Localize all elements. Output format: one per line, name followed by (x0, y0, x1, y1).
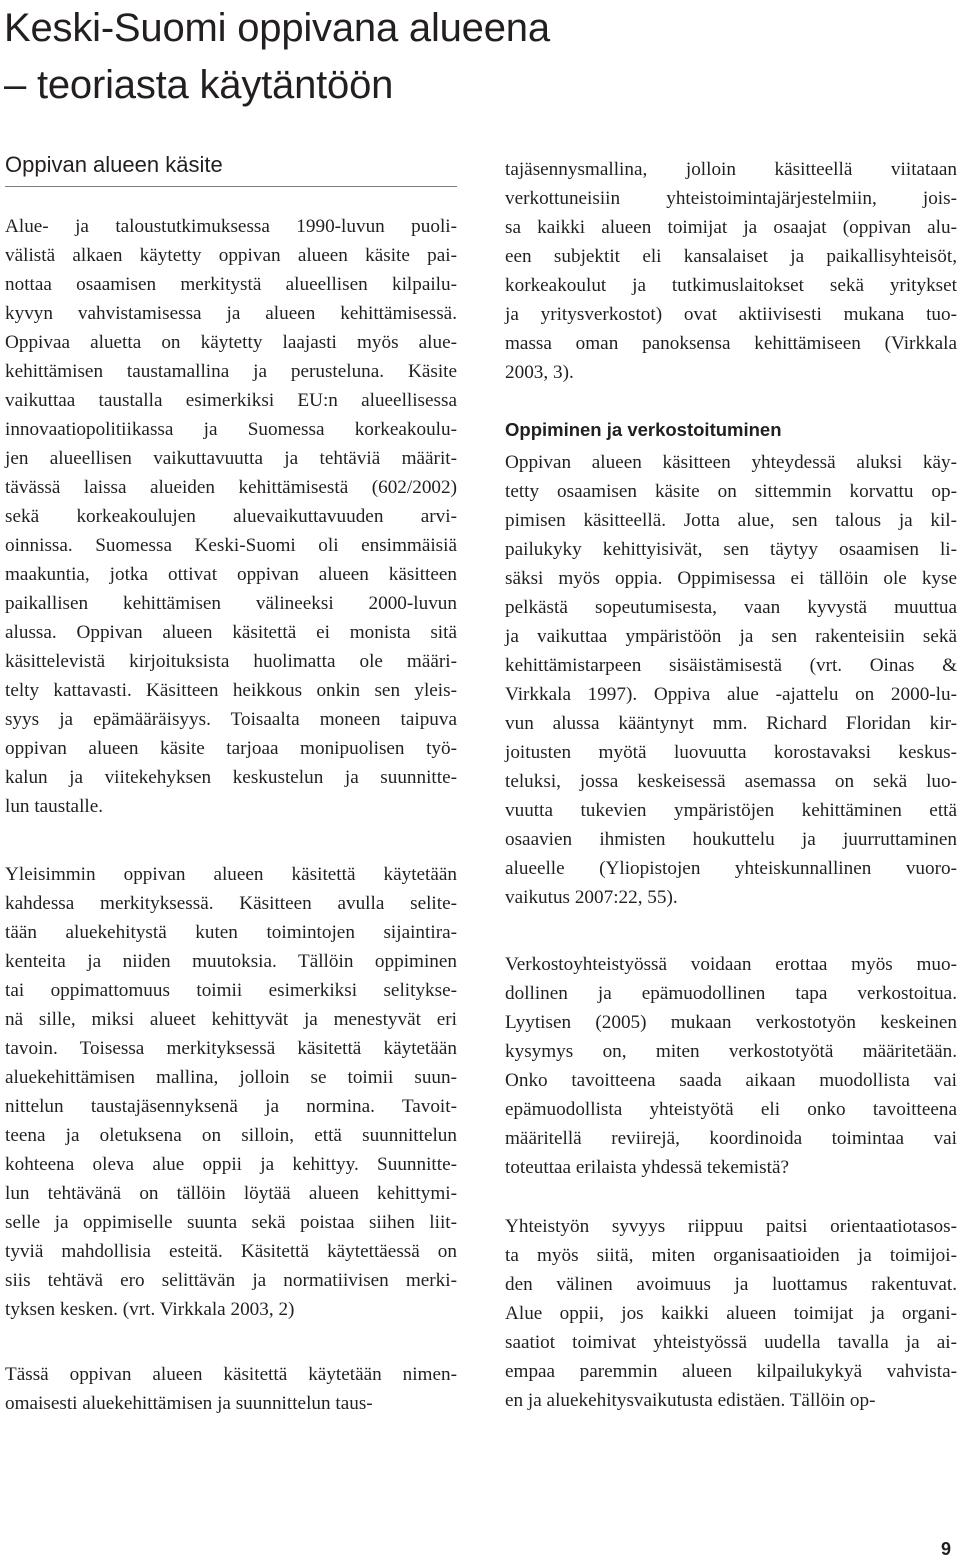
text-line: den välinen avoimuus ja luottamus rakentuvat. (505, 1274, 957, 1295)
text-line: alussa. Oppivan alueen käsitettä ei monista sitä (5, 622, 457, 643)
text-line: välistä alkaen käytetty oppivan alueen käsite pai- (5, 245, 457, 266)
body-paragraph (505, 1212, 957, 1415)
text-line: Onko tavoitteena saada aikaan muodollista vai (505, 1070, 957, 1091)
text-line: sa kaikki alueen toimijat ja osaajat (oppivan alu- (505, 217, 957, 238)
text-line: kehittämisen taustamallina ja perusteluna. Käsite (5, 361, 457, 382)
text-line: vun alussa kääntynyt mm. Richard Floridan kir- (505, 713, 957, 734)
heading-divider (5, 186, 457, 187)
text-line: kysymys on, miten verkostotyötä määritetään. (505, 1041, 957, 1062)
text-line: pelkästä sopeutumisesta, vaan kyvystä muuttua (505, 597, 957, 618)
text-line: innovaatiopolitiikassa ja Suomessa korkeakoulu- (5, 419, 457, 440)
text-line: teluksi, jossa keskeisessä asemassa on sekä luo- (505, 771, 957, 792)
text-line: säksi myös oppia. Oppimisessa ei tällöin ole kyse (505, 568, 957, 589)
text-line: dollinen ja epämuodollinen tapa verkostoitua. (505, 983, 957, 1004)
text-line: paikallisen kehittämisen välineeksi 2000-luvun (5, 593, 457, 614)
text-line: verkottuneisiin yhteistoimintajärjestelmiin, jois- (505, 188, 957, 209)
text-line: aluekehittämisen mallina, jolloin se toimii suun- (5, 1067, 457, 1088)
text-line: siis tehtävä ero selittävän ja normatiivisen merki- (5, 1270, 457, 1291)
text-line: käsittelevistä kirjoituksista huolimatta ole määri- (5, 651, 457, 672)
text-line: Virkkala 1997). Oppiva alue -ajattelu on 2000-lu- (505, 684, 957, 705)
text-line: vaikutus 2007:22, 55). (505, 887, 678, 908)
title-line-1: Keski-Suomi oppivana alueena (4, 6, 550, 50)
page-title (4, 0, 550, 114)
text-line: Alue- ja taloustutkimuksessa 1990-luvun puoli- (5, 216, 457, 237)
text-line: tyviä mahdollisia esteitä. Käsitettä käytettäessä on (5, 1241, 457, 1262)
text-line: Lyytisen (2005) mukaan verkostotyön keskeinen (505, 1012, 957, 1033)
text-line: kyvyn vahvistamisessa ja alueen kehittämisessä. (5, 303, 457, 324)
body-paragraph (505, 448, 957, 912)
section-heading: Oppivan alueen käsite (5, 152, 223, 177)
text-line: ta myös siitä, miten organisaatioiden ja toimijoi- (505, 1245, 957, 1266)
text-line: pimisen käsitteellä. Jotta alue, sen talous ja kil- (505, 510, 957, 531)
text-line: kalun ja viitekehyksen keskustelun ja suunnitte- (5, 767, 457, 788)
text-line: tään aluekehitystä kuten toimintojen sijaintira- (5, 922, 457, 943)
body-paragraph (505, 155, 957, 387)
text-line: lun taustalle. (5, 796, 104, 817)
text-line: selle ja oppimiselle suunta sekä poistaa siihen liit- (5, 1212, 457, 1233)
body-paragraph (5, 1360, 457, 1418)
text-line: tetty osaamisen käsite on sittemmin korvattu op- (505, 481, 957, 502)
text-line: omaisesti aluekehittämisen ja suunnittelun taus- (5, 1393, 373, 1414)
text-line: massa oman panoksensa kehittämiseen (Virkkala (505, 333, 957, 354)
title-line-2: – teoriasta käytäntöön (4, 63, 394, 107)
text-line: korkeakoulut ja tutkimuslaitokset sekä yritykset (505, 275, 957, 296)
text-line: en ja aluekehitysvaikutusta edistäen. Tällöin op- (505, 1390, 876, 1411)
text-line: joitusten myötä luovuutta korostavaksi keskus- (505, 742, 957, 763)
text-line: toteuttaa erilaista yhdessä tekemistä? (505, 1157, 789, 1178)
text-line: ja yritysverkostot) ovat aktiivisesti mukana tuo- (505, 304, 957, 325)
text-line: lun tehtävänä on tällöin löytää alueen kehittymi- (5, 1183, 457, 1204)
text-line: nä sille, miksi alueet kehittyvät ja menestyvät eri (5, 1009, 457, 1030)
text-line: pailukyky kehittyisivät, sen täytyy osaamisen li- (505, 539, 957, 560)
text-line: kohteena oleva alue oppii ja kehittyy. Suunnitte- (5, 1154, 457, 1175)
text-line: Verkostoyhteistyössä voidaan erottaa myös muo- (505, 954, 957, 975)
text-line: Yhteistyön syvyys riippuu paitsi orientaatiotasos- (505, 1216, 957, 1237)
text-line: kenteita ja niiden muutoksia. Tällöin oppiminen (5, 951, 457, 972)
text-line: oppivan alueen käsite tarjoaa monipuolisen työ- (5, 738, 457, 759)
text-line: Tässä oppivan alueen käsitettä käytetään nimen- (5, 1364, 457, 1385)
text-line: maakuntia, jotka ottivat oppivan alueen käsitteen (5, 564, 457, 585)
text-line: 2003, 3). (505, 362, 574, 383)
text-line: määritellä reviirejä, koordinoida toimintaa vai (505, 1128, 957, 1149)
text-line: osaavien ihmisten houkuttelu ja juurruttaminen (505, 829, 957, 850)
text-line: jen alueellisen vaikuttavuutta ja tehtäviä määrit- (5, 448, 457, 469)
text-line: syys ja epämääräisyys. Toisaalta moneen taipuva (5, 709, 457, 730)
text-line: kehittämistarpeen sisäistämisestä (vrt. Oinas & (505, 655, 957, 676)
body-paragraph (5, 212, 457, 821)
text-line: telty kattavasti. Käsitteen heikkous onkin sen yleis- (5, 680, 457, 701)
text-line: tajäsennysmallina, jolloin käsitteellä viitataan (505, 159, 957, 180)
text-line: tävässä laissa alueiden kehittämisestä (602/2002) (5, 477, 457, 498)
text-line: oinnissa. Suomessa Keski-Suomi oli ensimmäisiä (5, 535, 457, 556)
text-line: alueelle (Yliopistojen yhteiskunnallinen vuoro- (505, 858, 957, 879)
page-number: 9 (941, 1539, 952, 1559)
text-line: nittelun taustajäsennyksenä ja normina. Tavoit- (5, 1096, 457, 1117)
text-line: nottaa osaamisen merkitystä alueellisen kilpailu- (5, 274, 457, 295)
text-line: Yleisimmin oppivan alueen käsitettä käytetään (5, 864, 457, 885)
text-line: empaa paremmin alueen kilpailukykyä vahvista- (505, 1361, 957, 1382)
text-line: sekä korkeakoulujen aluevaikuttavuuden arvi- (5, 506, 457, 527)
text-line: tyksen kesken. (vrt. Virkkala 2003, 2) (5, 1299, 295, 1320)
text-line: tavoin. Toisessa merkityksessä käsitettä käytetään (5, 1038, 457, 1059)
text-line: saatiot toimivat yhteistyössä uudella tavalla ja ai- (505, 1332, 957, 1353)
text-line: vaikuttaa taustalla esimerkiksi EU:n alueellisessa (5, 390, 457, 411)
text-line: Oppivaa aluetta on käytetty laajasti myös alue- (5, 332, 457, 353)
text-line: een subjektit eli kansalaiset ja paikallisyhteisöt, (505, 246, 957, 267)
body-paragraph (505, 950, 957, 1182)
text-line: kahdessa merkityksessä. Käsitteen avulla selite- (5, 893, 457, 914)
text-line: ja vaikuttaa ympäristöön ja sen rakenteisiin sekä (505, 626, 957, 647)
body-paragraph (5, 860, 457, 1324)
text-line: tai oppimattomuus toimii esimerkiksi selitykse- (5, 980, 457, 1001)
text-line: teena ja oletuksena on silloin, että suunnittelun (5, 1125, 457, 1146)
text-line: Oppivan alueen käsitteen yhteydessä aluksi käy- (505, 452, 957, 473)
text-line: vuutta tukevien ympäristöjen kehittäminen että (505, 800, 957, 821)
text-line: Alue oppii, jos kaikki alueen toimijat ja organi- (505, 1303, 957, 1324)
section-heading: Oppiminen ja verkostoituminen (505, 419, 782, 440)
text-line: epämuodollista yhteistyötä eli onko tavoitteena (505, 1099, 957, 1120)
